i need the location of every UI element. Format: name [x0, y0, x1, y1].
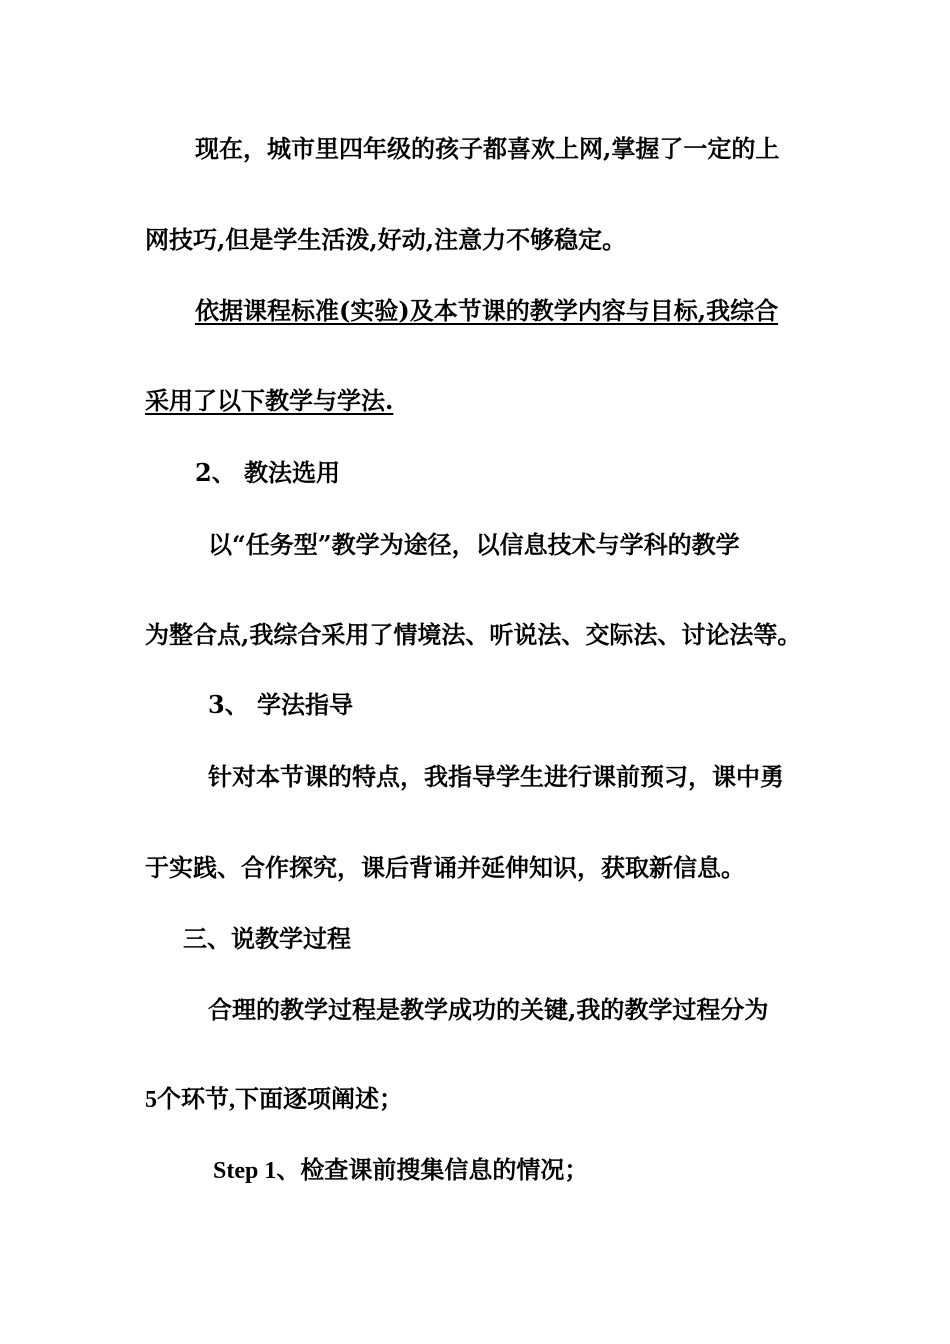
paragraph-line: 现在，城市里四年级的孩子都喜欢上网,掌握了一定的上: [195, 134, 780, 163]
paragraph-line: 为整合点,我综合采用了情境法、听说法、交际法、讨论法等。: [145, 620, 802, 649]
paragraph-line: 于实践、合作探究，课后背诵并延伸知识，获取新信息。: [145, 853, 745, 882]
underlined-line: 依据课程标准(实验)及本节课的教学内容与目标,我综合: [195, 296, 779, 325]
step-line: Step 1、检查课前搜集信息的情况；: [213, 1158, 589, 1184]
paragraph-line: 针对本节课的特点，我指导学生进行课前预习，课中勇: [208, 762, 784, 791]
underlined-line: 采用了以下教学与学法.: [145, 386, 394, 415]
paragraph-line: 网技巧,但是学生活泼,好动,注意力不够稳定。: [145, 225, 627, 254]
paragraph-line: 5个环节,下面逐项阐述；: [145, 1087, 403, 1113]
section-heading: 3、 学法指导: [208, 690, 354, 719]
section-heading: 2、 教法选用: [195, 458, 341, 487]
paragraph-line: 合理的教学过程是教学成功的关键,我的教学过程分为: [208, 995, 769, 1024]
section-heading: 三、说教学过程: [183, 924, 351, 953]
paragraph-line: 以“任务型”教学为途径，以信息技术与学科的教学: [208, 530, 740, 559]
